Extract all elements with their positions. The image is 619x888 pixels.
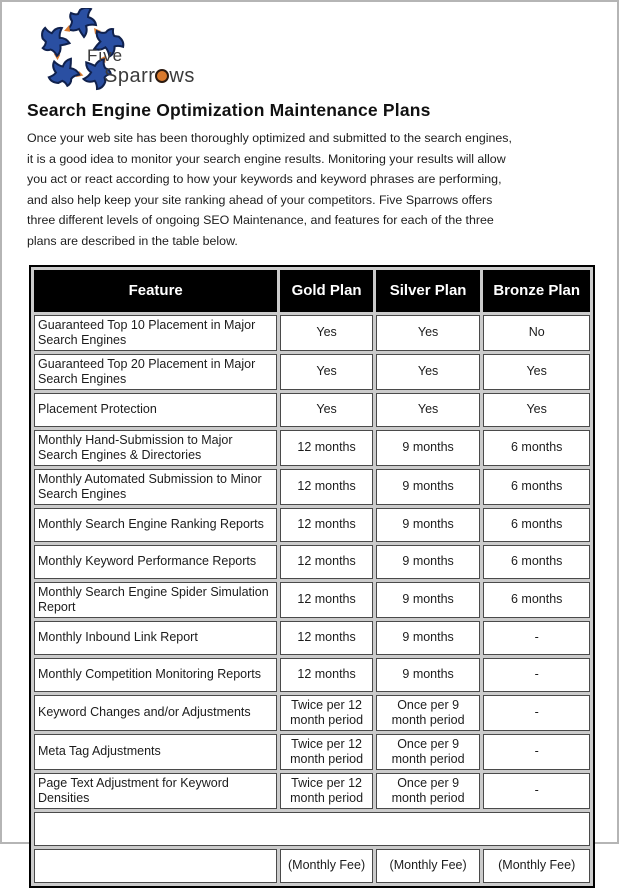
bronze-cell: - [483, 773, 590, 809]
bronze-fee-cell: (Monthly Fee) [483, 849, 590, 883]
gold-cell: 12 months [280, 430, 373, 466]
silver-fee-cell: (Monthly Fee) [376, 849, 481, 883]
feature-cell: Monthly Search Engine Spider Simulation Report [34, 582, 277, 618]
header-feature: Feature [34, 270, 277, 312]
silver-cell: 9 months [376, 430, 481, 466]
feature-cell: Placement Protection [34, 393, 277, 427]
feature-cell: Monthly Keyword Performance Reports [34, 545, 277, 579]
table-row [34, 315, 590, 351]
table-row [34, 545, 590, 579]
silver-cell: Yes [376, 354, 481, 390]
silver-cell: 9 months [376, 469, 481, 505]
gold-cell: Twice per 12 month period [280, 734, 373, 770]
bronze-cell: No [483, 315, 590, 351]
bronze-cell: 6 months [483, 508, 590, 542]
gold-cell: Yes [280, 393, 373, 427]
silver-cell: 9 months [376, 621, 481, 655]
gold-cell: 12 months [280, 621, 373, 655]
gold-cell: Twice per 12 month period [280, 773, 373, 809]
page-title: Search Engine Optimization Maintenance Plans [27, 100, 431, 120]
table-row [34, 658, 590, 692]
table-row [34, 469, 590, 505]
header-gold-plan: Gold Plan [280, 270, 373, 312]
header-bronze-plan: Bronze Plan [483, 270, 590, 312]
gold-cell: 12 months [280, 508, 373, 542]
bronze-cell: - [483, 658, 590, 692]
fee-row [34, 849, 590, 883]
feature-cell: Meta Tag Adjustments [34, 734, 277, 770]
silver-cell: Yes [376, 393, 481, 427]
table-row [34, 430, 590, 466]
bronze-cell: - [483, 695, 590, 731]
gold-cell: 12 months [280, 582, 373, 618]
table-row [34, 773, 590, 809]
silver-cell: Once per 9 month period [376, 773, 481, 809]
intro-paragraph: Once your web site has been thoroughly optimized and submitted to the search engines, it is a good idea to monitor your search engine results. Monitoring your results will allow you act or react according to how your keywords and keyword phrases are performing, and also help keep your site ranking ahead of your competitors. Five Sparrows offers three different levels of ongoing SEO Maintenance, and features for each of the three plans are described in the table below. [27, 131, 512, 248]
gold-fee-cell: (Monthly Fee) [280, 849, 373, 883]
bronze-cell: Yes [483, 393, 590, 427]
feature-cell: Guaranteed Top 10 Placement in Major Search Engines [34, 315, 277, 351]
feature-cell: Monthly Inbound Link Report [34, 621, 277, 655]
silver-cell: 9 months [376, 582, 481, 618]
feature-cell: Monthly Hand-Submission to Major Search Engines & Directories [34, 430, 277, 466]
bronze-cell: - [483, 734, 590, 770]
silver-cell: 9 months [376, 508, 481, 542]
bronze-cell: - [483, 621, 590, 655]
silver-cell: Once per 9 month period [376, 695, 481, 731]
silver-cell: 9 months [376, 545, 481, 579]
bronze-cell: 6 months [483, 469, 590, 505]
gold-cell: 12 months [280, 658, 373, 692]
bronze-cell: 6 months [483, 430, 590, 466]
spacer-row [34, 812, 590, 846]
feature-cell: Monthly Competition Monitoring Reports [34, 658, 277, 692]
table-row [34, 695, 590, 731]
gold-cell: 12 months [280, 545, 373, 579]
table-row [34, 354, 590, 390]
logo-word-sparrows [104, 65, 195, 88]
silver-cell: Once per 9 month period [376, 734, 481, 770]
gold-cell: Twice per 12 month period [280, 695, 373, 731]
gold-cell: Yes [280, 354, 373, 390]
table-row [34, 582, 590, 618]
silver-cell: Yes [376, 315, 481, 351]
feature-cell [34, 849, 277, 883]
gold-cell: 12 months [280, 469, 373, 505]
logo-word-ws: ws [169, 65, 195, 87]
document-page [2, 2, 617, 888]
feature-cell: Monthly Automated Submission to Minor Search Engines [34, 469, 277, 505]
gold-cell: Yes [280, 315, 373, 351]
bronze-cell: Yes [483, 354, 590, 390]
feature-cell: Page Text Adjustment for Keyword Densities [34, 773, 277, 809]
five-sparrows-logo [27, 8, 207, 92]
plans-table [29, 265, 595, 888]
table-row [34, 734, 590, 770]
table-row [34, 508, 590, 542]
logo-word-sparr: Sparr [104, 65, 156, 87]
silver-cell: 9 months [376, 658, 481, 692]
header-row [34, 270, 590, 312]
table-row [34, 621, 590, 655]
bronze-cell: 6 months [483, 582, 590, 618]
table-row [34, 393, 590, 427]
bronze-cell: 6 months [483, 545, 590, 579]
orange-o-icon [155, 69, 169, 83]
feature-cell: Keyword Changes and/or Adjustments [34, 695, 277, 731]
spacer-cell [34, 812, 590, 846]
feature-cell: Guaranteed Top 20 Placement in Major Search Engines [34, 354, 277, 390]
feature-cell: Monthly Search Engine Ranking Reports [34, 508, 277, 542]
logo-word-five: Five [87, 46, 124, 65]
header-silver-plan: Silver Plan [376, 270, 481, 312]
